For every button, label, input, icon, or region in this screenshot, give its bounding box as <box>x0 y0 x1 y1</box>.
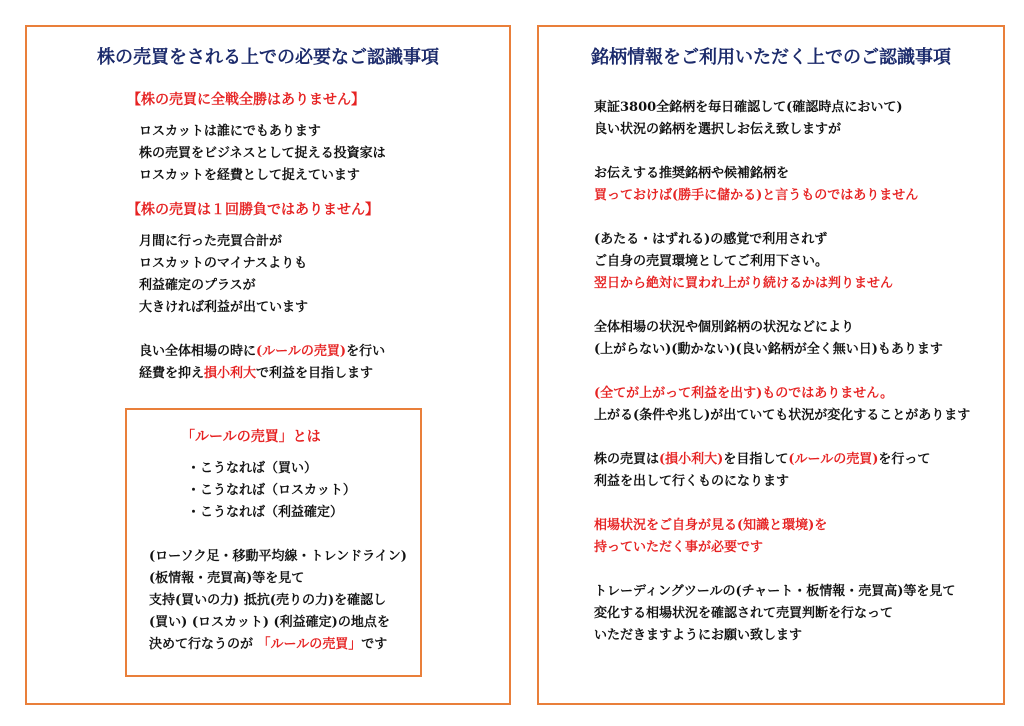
bullet-item: ・こうなれば（利益確定） <box>187 505 344 520</box>
right-panel <box>537 25 1005 705</box>
right-panel-title: 銘柄情報をご利用いただく上でのご認識事項 <box>591 47 951 68</box>
rule-trade-box <box>125 408 422 677</box>
text-line: (上がらない)(動かない)(良い銘柄が全く無い日)もあります <box>594 342 943 357</box>
bullet-item: ・こうなれば（ロスカット） <box>187 483 356 498</box>
text-line: 株の売買をビジネスとして捉える投資家は <box>139 146 386 161</box>
warning-line: (全てが上がって利益を出す)ものではありません。 <box>594 386 894 401</box>
text-line: 利益確定のプラスが <box>139 278 256 293</box>
text-line: ロスカットのマイナスよりも <box>139 256 308 271</box>
warning-line: 翌日から絶対に買われ上がり続けるかは判りません <box>594 276 894 291</box>
bullet-item: ・こうなれば（買い） <box>187 461 318 476</box>
warning-line: 買っておけば(勝手に儲かる)と言うものではありません <box>594 188 919 203</box>
left-panel <box>25 25 511 705</box>
highlight-rule-trade: (ルールの売買) <box>256 344 347 359</box>
text-segment: 決めて行なうのが <box>149 637 258 652</box>
text-segment: で利益を目指します <box>256 366 374 381</box>
text-segment: 経費を抑え <box>139 366 205 381</box>
left-panel-title: 株の売買をされる上での必要なご認識事項 <box>97 47 439 68</box>
highlight-rule-trade: (ルールの売買) <box>788 452 879 467</box>
heading-not-one-shot: 【株の売買は１回勝負ではありません】 <box>127 202 379 218</box>
text-line: (買い) (ロスカット) (利益確定)の地点を <box>149 615 390 630</box>
text-line-rule-trade <box>139 341 385 363</box>
highlight-small-loss-big-profit: (損小利大) <box>659 452 724 467</box>
text-line-rule-trade-final <box>149 634 387 656</box>
rule-trade-box-title: 「ルールの売買」とは <box>181 429 321 445</box>
text-line: (ローソク足・移動平均線・トレンドライン) <box>149 549 407 564</box>
text-line: ご自身の売買環境としてご利用下さい。 <box>594 254 829 269</box>
text-line: 利益を出して行くものになります <box>594 474 790 489</box>
text-line: ロスカットを経費として捉えています <box>139 168 360 183</box>
text-line: (板情報・売買高)等を見て <box>149 571 305 586</box>
text-line: 支持(買いの力) 抵抗(売りの力)を確認し <box>149 593 387 608</box>
warning-line: 持っていただく事が必要です <box>594 540 764 555</box>
text-line: いただきますようにお願い致します <box>594 628 803 643</box>
warning-line: 相場状況をご自身が見る(知識と環境)を <box>594 518 828 533</box>
text-segment: を目指して <box>723 452 789 467</box>
text-segment: です <box>361 637 388 652</box>
text-line: 全体相場の状況や個別銘柄の状況などにより <box>594 320 855 335</box>
text-line: お伝えする推奨銘柄や候補銘柄を <box>594 166 790 181</box>
text-segment: 良い全体相場の時に <box>139 344 257 359</box>
text-line: (あたる・はずれる)の感覚で利用されず <box>594 232 828 247</box>
text-segment: を行って <box>878 452 931 467</box>
text-line: 変化する相場状況を確認されて売買判断を行なって <box>594 606 894 621</box>
text-line-small-loss <box>139 363 373 385</box>
text-segment: を行い <box>346 344 386 359</box>
text-line: トレーディングツールの(チャート・板情報・売買高)等を見て <box>594 584 956 599</box>
text-line: 月間に行った売買合計が <box>139 234 283 249</box>
highlight-small-loss-big-profit: 損小利大 <box>204 366 257 381</box>
heading-no-perfect-win: 【株の売買に全戦全勝はありません】 <box>127 92 365 108</box>
text-line: ロスカットは誰にでもあります <box>139 124 321 139</box>
text-line: 東証3800全銘柄を毎日確認して(確認時点において) <box>594 100 903 115</box>
text-line: 大きければ利益が出ています <box>139 300 309 315</box>
text-segment: 株の売買は <box>594 452 660 467</box>
text-line: 良い状況の銘柄を選択しお伝え致しますが <box>594 122 842 137</box>
text-line-goal <box>594 449 930 471</box>
text-line: 上がる(条件や兆し)が出ていても状況が変化することがあります <box>594 408 971 423</box>
highlight-rule-trade: 「ルールの売買」 <box>257 637 362 652</box>
